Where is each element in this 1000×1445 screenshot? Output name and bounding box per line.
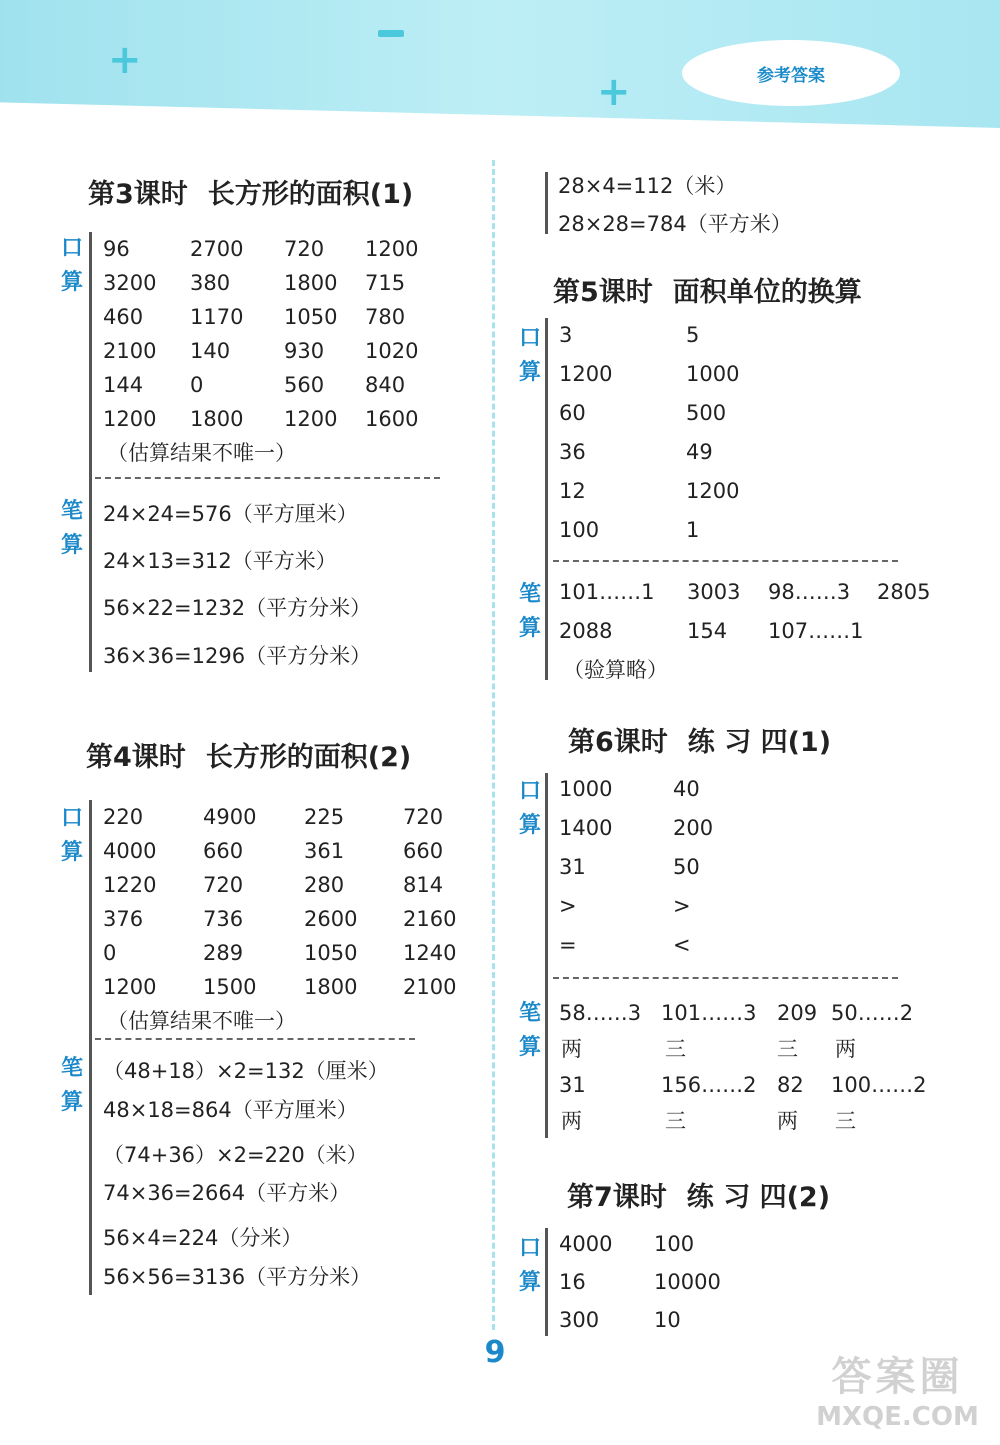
lesson-7-topic: 练 习 四(2)	[686, 1182, 831, 1213]
section-bar	[89, 800, 92, 1295]
written-calc-label: 笔 算	[518, 1001, 541, 1060]
oral-calc-label: 口 算	[518, 1236, 541, 1295]
lesson-4-number: 第4课时	[86, 742, 186, 773]
answer-line: 56×56=3136（平方分米）	[103, 1265, 372, 1289]
written-calc-label: 笔 算	[60, 499, 83, 558]
oral-calc-label: 口 算	[60, 236, 83, 295]
lesson-3-title	[88, 172, 413, 211]
oral-calc-label: 口 算	[518, 779, 541, 838]
answer-line: 48×18=864（平方厘米）	[103, 1098, 358, 1122]
minus-decor-icon	[378, 30, 404, 37]
lesson-5-number: 第5课时	[553, 277, 653, 308]
answer-line: 74×36=2664（平方米）	[103, 1181, 351, 1205]
answer-line: 28×28=784（平方米）	[558, 212, 792, 236]
page-number: 9	[484, 1335, 506, 1370]
answer-key-badge: 参考答案	[682, 40, 900, 106]
lesson-7-title	[567, 1175, 830, 1214]
lesson-3-topic: 长方形的面积(1)	[207, 179, 414, 210]
section-divider	[553, 560, 898, 562]
answer-line: 24×24=576（平方厘米）	[103, 502, 358, 526]
lesson-6-topic: 练 习 四(1)	[687, 727, 832, 758]
answer-line: 56×22=1232（平方分米）	[103, 596, 372, 620]
answer-line: 28×4=112（米）	[558, 174, 737, 198]
column-divider	[492, 160, 495, 1330]
lesson-4-title	[86, 735, 411, 774]
watermark-logo: 答案圈 MXQE.COM	[816, 1354, 979, 1432]
lesson-6-number: 第6课时	[568, 727, 668, 758]
plus-decor-icon: +	[108, 37, 142, 83]
answer-line: （48+18）×2=132（厘米）	[103, 1059, 389, 1083]
lesson-7-number: 第7课时	[567, 1182, 667, 1213]
section-bar	[89, 232, 92, 672]
answer-line: 24×13=312（平方米）	[103, 549, 337, 573]
section-bar	[545, 1228, 548, 1336]
lesson-3-number: 第3课时	[88, 179, 188, 210]
section-divider	[95, 477, 440, 479]
section-divider	[553, 977, 898, 979]
lesson-4-topic: 长方形的面积(2)	[205, 742, 412, 773]
oral-calc-label: 口 算	[518, 326, 541, 385]
lesson-5-topic: 面积单位的换算	[672, 277, 862, 308]
written-calc-label: 笔 算	[518, 582, 541, 641]
answer-line: 56×4=224（分米）	[103, 1226, 303, 1250]
written-calc-label: 笔 算	[60, 1056, 83, 1115]
plus-decor-icon: +	[597, 69, 631, 115]
section-divider	[95, 1038, 415, 1040]
answer-line: 36×36=1296（平方分米）	[103, 644, 372, 668]
oral-calc-label: 口 算	[60, 806, 83, 865]
section-bar	[545, 172, 548, 234]
section-bar	[545, 318, 548, 680]
lesson-5-title	[553, 270, 862, 309]
lesson-6-title	[568, 720, 831, 759]
section-bar	[545, 773, 548, 1138]
answer-line: （74+36）×2=220（米）	[103, 1143, 368, 1167]
